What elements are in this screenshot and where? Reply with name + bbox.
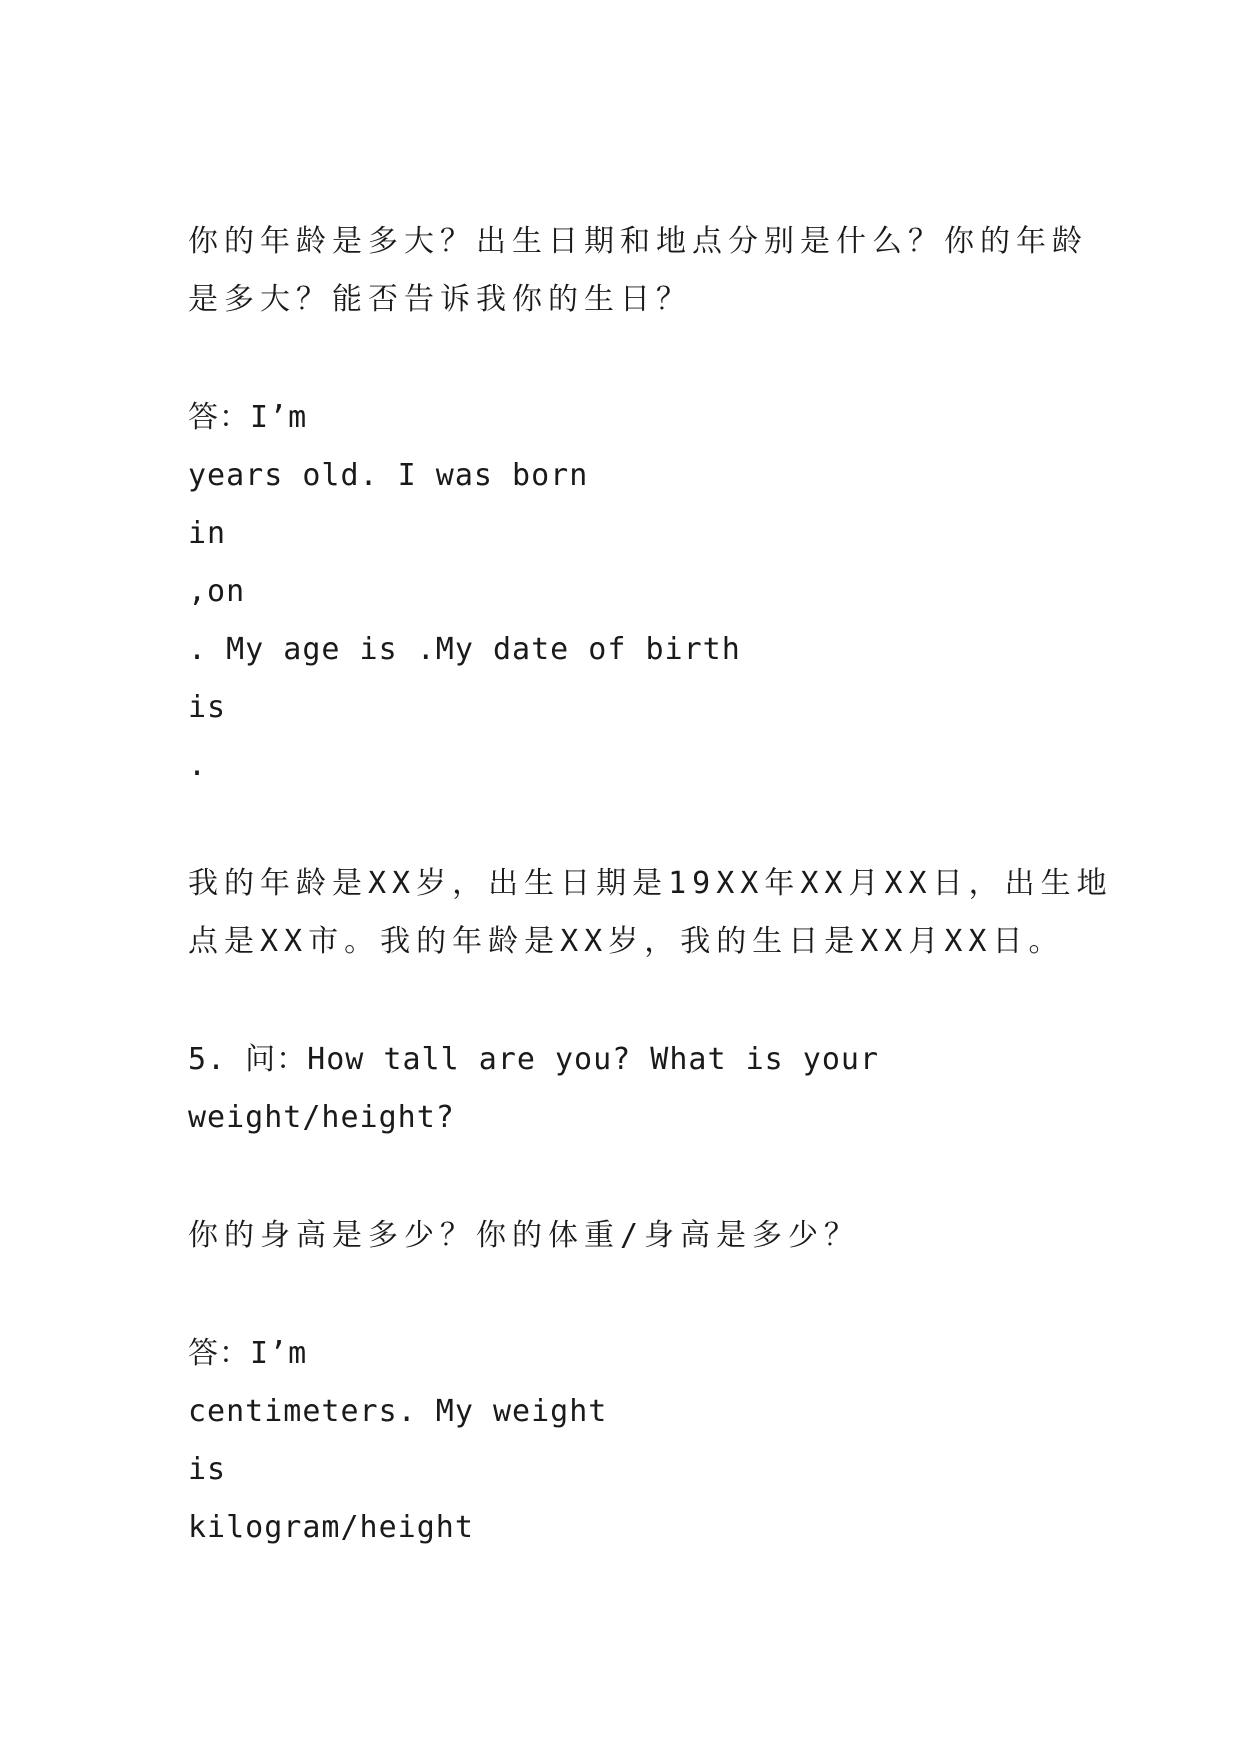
translation-line-2: 点是XX市。我的年龄是XX岁，我的生日是XX月XX日。 (188, 924, 1065, 959)
answer-5-line-4: kilogram/height (188, 1510, 474, 1545)
question-5-translation: 你的身高是多少？你的体重/身高是多少？ (188, 1218, 861, 1253)
question-line-1: 你的年龄是多大？出生日期和地点分别是什么？你的年龄 (188, 224, 1088, 259)
answer-line-2: years old. I was born (188, 458, 589, 493)
answer-5-line-3: is (188, 1452, 227, 1487)
answer-line-7: . (188, 748, 208, 783)
answer-line-1: 答：I’m (188, 400, 308, 435)
answer-line-5: . My age is .My date of birth (188, 632, 741, 667)
question-line-2: 是多大？能否告诉我你的生日？ (188, 282, 692, 317)
question-5-line-2: weight/height? (188, 1100, 455, 1135)
answer-line-4: ,on (188, 574, 246, 609)
answer-line-3: in (188, 516, 227, 551)
question-5-line-1: 5. 问：How tall are you? What is your (188, 1042, 880, 1077)
answer-5-line-1: 答：I’m (188, 1336, 308, 1371)
translation-line-1: 我的年龄是XX岁，出生日期是19XX年XX月XX日，出生地 (188, 866, 1113, 901)
answer-line-6: is (188, 690, 227, 725)
answer-5-line-2: centimeters. My weight (188, 1394, 608, 1429)
